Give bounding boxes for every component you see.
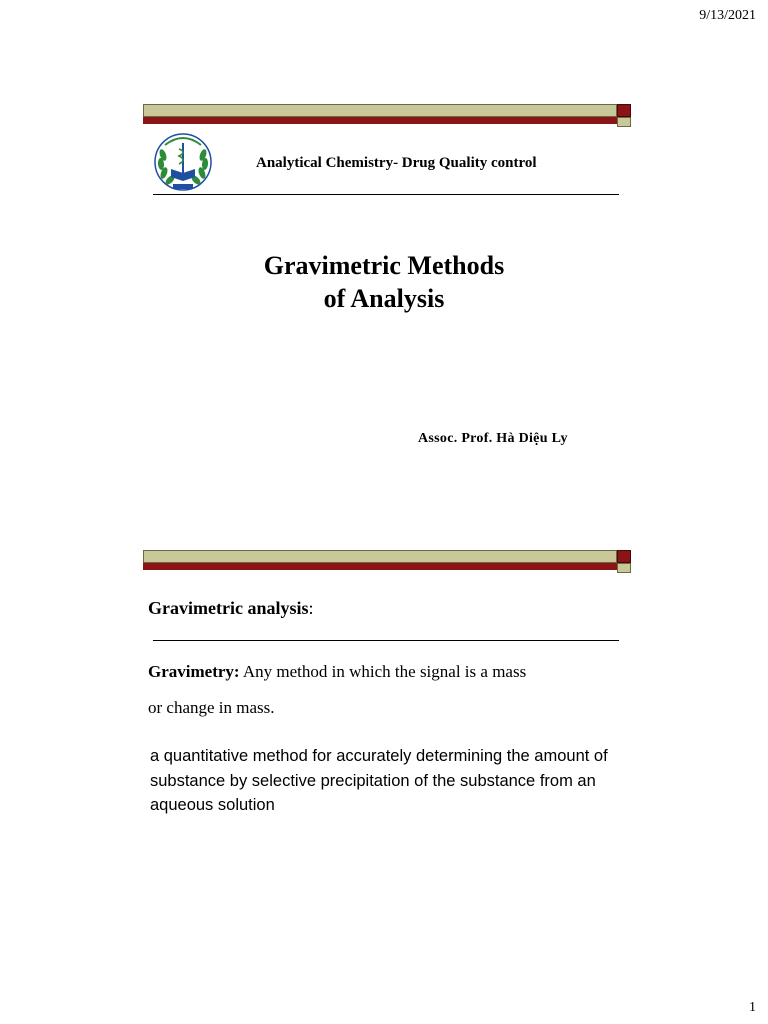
page-number: 1 bbox=[749, 1000, 756, 1015]
header-bar-olive bbox=[143, 104, 617, 117]
title-line-2: of Analysis bbox=[323, 284, 445, 313]
slide-header-bar bbox=[143, 104, 631, 128]
header-square-olive bbox=[617, 117, 631, 127]
section-heading bbox=[148, 598, 314, 619]
description-paragraph: a quantitative method for accurately determining the amount of substance by selective precipitation of the substance from an aqueous solution bbox=[150, 747, 608, 814]
title-line-1: Gravimetric Methods bbox=[263, 251, 505, 280]
header-bar-olive bbox=[143, 550, 617, 563]
course-title: Analytical Chemistry- Drug Quality control bbox=[256, 155, 537, 171]
definition-line-2: or change in mass. bbox=[148, 698, 275, 717]
presentation-title bbox=[200, 249, 568, 315]
definition-term: Gravimetry: bbox=[148, 662, 240, 681]
section-heading-text: Gravimetric analysis bbox=[148, 598, 309, 618]
header-square-maroon bbox=[617, 104, 631, 117]
university-logo-icon bbox=[151, 129, 215, 195]
header-bar-maroon bbox=[143, 563, 617, 570]
slide-header-bar-2 bbox=[143, 550, 631, 574]
header-bar-maroon bbox=[143, 117, 617, 124]
page-date: 9/13/2021 bbox=[699, 8, 756, 23]
author-name: Assoc. Prof. Hà Diệu Ly bbox=[418, 431, 568, 446]
definition-line-1 bbox=[148, 662, 526, 682]
header-square-maroon bbox=[617, 550, 631, 563]
header-divider bbox=[153, 194, 619, 195]
section-divider bbox=[153, 640, 619, 641]
section-heading-colon: : bbox=[308, 598, 314, 618]
definition-text: Any method in which the signal is a mass bbox=[239, 662, 527, 681]
header-square-olive bbox=[617, 563, 631, 573]
